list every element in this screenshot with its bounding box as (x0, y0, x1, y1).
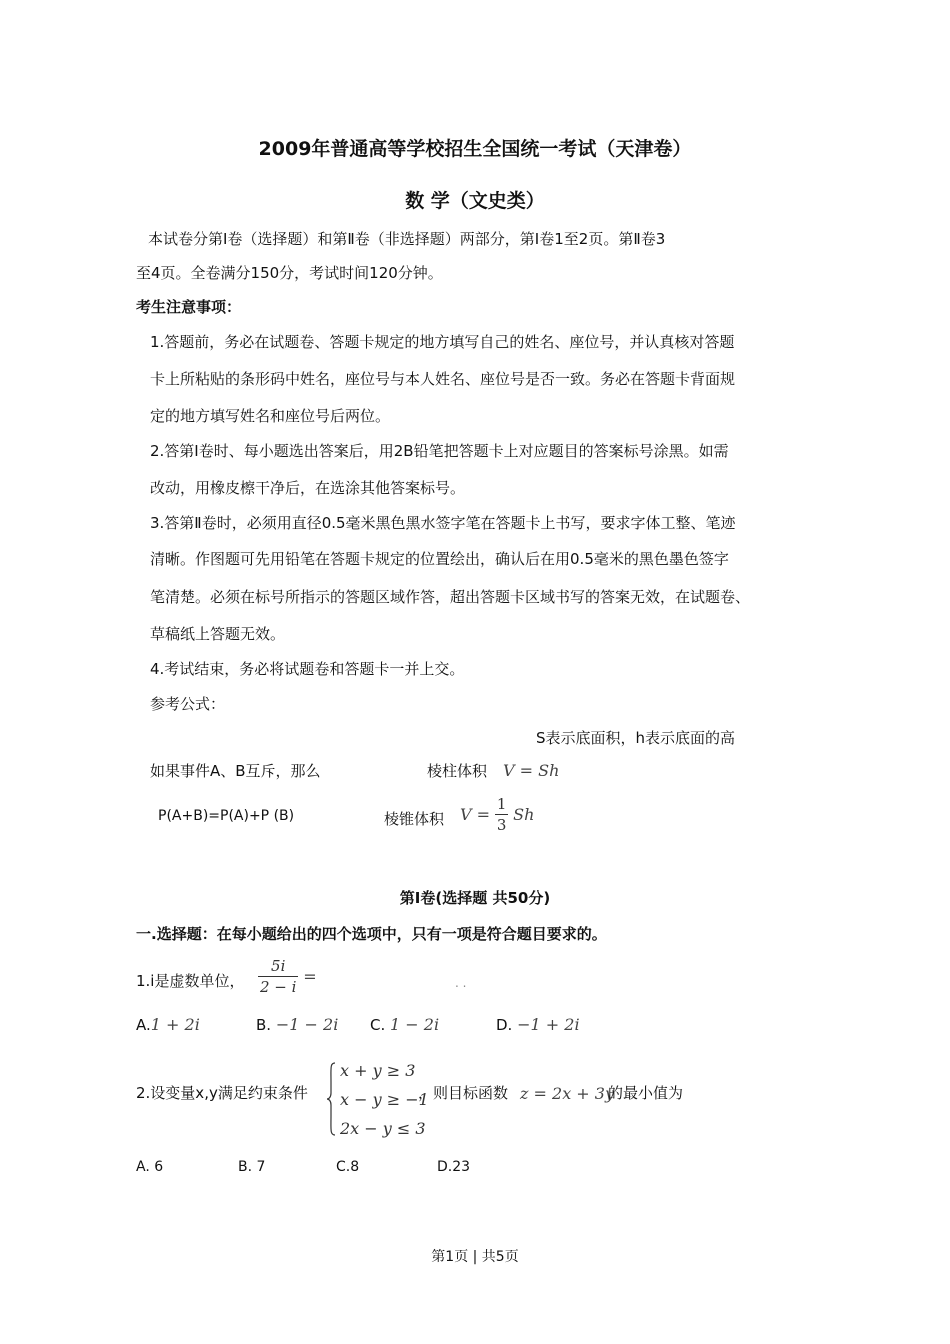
q2-option-c: C.8 (336, 1159, 360, 1175)
q2-option-a: A. 6 (136, 1159, 164, 1175)
intro-line-2: 至4页。全卷满分150分，考试时间120分钟。 (136, 264, 443, 282)
intro-line-1: 本试卷分第Ⅰ卷（选择题）和第Ⅱ卷（非选择题）两部分，第Ⅰ卷1至2页。第Ⅱ卷3 (148, 230, 666, 248)
q1-frac-den: 2 − i (260, 978, 297, 996)
option-expr: −1 − 2i (275, 1015, 339, 1034)
q2-option-b: B. 7 (238, 1159, 266, 1175)
q2-option-d: D.23 (437, 1159, 471, 1175)
section-heading: 一.选择题：在每小题给出的四个选项中，只有一项是符合题目要求的。 (136, 925, 607, 943)
notice-line: 4.考试结束，务必将试题卷和答题卡一并上交。 (150, 660, 465, 678)
notice-line: 3.答第Ⅱ卷时，必须用直径0.5毫米黑色黑水签字笔在答题卡上书写，要求字体工整、笔迹 (150, 514, 736, 532)
option-expr: −1 + 2i (517, 1015, 580, 1034)
option-label: C. (370, 1016, 386, 1034)
pyramid-fraction (495, 794, 509, 835)
q1-frac-num: 5i (258, 956, 298, 977)
pyramid-formula (460, 794, 534, 835)
option-expr: 1 + 2i (150, 1015, 200, 1034)
q2-stem: 2.设变量x,y满足约束条件 (136, 1084, 308, 1102)
prism-label: 棱柱体积 (427, 762, 488, 780)
q1-option-b (256, 1015, 338, 1034)
notice-heading: 考生注意事项： (136, 298, 242, 316)
option-label: A. (136, 1016, 151, 1034)
pyramid-num: 1 (496, 795, 507, 813)
pyramid-den: 3 (496, 816, 507, 834)
q2-tail: 的最小值为 (608, 1084, 684, 1102)
q2-objective: z = 2x + 3y (520, 1084, 615, 1103)
constraint-1: x + y ≥ 3 (340, 1061, 416, 1080)
q1-dots: . . (455, 976, 467, 990)
notice-line: 卡上所粘贴的条形码中姓名，座位号与本人姓名、座位号是否一致。务必在答题卡背面规 (150, 370, 736, 388)
option-label: D. (496, 1016, 513, 1034)
option-expr: 1 − 2i (390, 1015, 440, 1034)
q1-option-d (496, 1015, 580, 1034)
notice-line: 定的地方填写姓名和座位号后两位。 (150, 407, 391, 425)
q1-option-a (136, 1015, 200, 1034)
event-text: 如果事件A、B互斥，那么 (150, 762, 321, 780)
pyramid-lhs: V = (460, 805, 491, 824)
q1-expression (258, 956, 317, 997)
brace-icon (326, 1062, 336, 1136)
exam-title: 2009年普通高等学校招生全国统一考试（天津卷） (258, 138, 692, 160)
q2-mid-text: ，则目标函数 (418, 1084, 509, 1102)
constraint-3: 2x − y ≤ 3 (340, 1119, 426, 1138)
pyramid-rhs: Sh (513, 805, 535, 824)
formula-heading: 参考公式： (150, 695, 226, 713)
notice-line: 1.答题前，务必在试题卷、答题卡规定的地方填写自己的姓名、座位号，并认真核对答题 (150, 333, 735, 351)
q1-stem: 1.i是虚数单位， (136, 972, 245, 990)
pyramid-label: 棱锥体积 (384, 810, 445, 828)
area-note: S表示底面积，h表示底面的高 (536, 729, 736, 747)
q1-fraction (258, 956, 298, 997)
notice-line: 2.答第Ⅰ卷时、每小题选出答案后，用2B铅笔把答题卡上对应题目的答案标号涂黑。如需 (150, 442, 729, 460)
option-label: B. (256, 1016, 272, 1034)
exam-subtitle: 数 学（文史类） (405, 190, 545, 212)
notice-line: 清晰。作图题可先用铅笔在答题卡规定的位置绘出，确认后在用0.5毫米的黑色墨色签字 (150, 550, 729, 568)
q1-option-c (370, 1015, 439, 1034)
section-title: 第Ⅰ卷(选择题 共50分) (399, 889, 551, 907)
notice-line: 笔清楚。必须在标号所指示的答题区域作答，超出答题卡区域书写的答案无效，在试题卷、 (150, 588, 751, 606)
constraint-2: x − y ≥ −1 (340, 1090, 429, 1109)
prism-formula: V = Sh (503, 761, 560, 780)
notice-line: 改动，用橡皮檫干净后，在选涂其他答案标号。 (150, 479, 466, 497)
q1-equals: = (303, 967, 317, 986)
page-footer: 第1页 | 共5页 (431, 1249, 519, 1265)
notice-line: 草稿纸上答题无效。 (150, 625, 286, 643)
prob-formula: P(A+B)=P(A)+P (B) (158, 808, 295, 824)
constraint-lines (340, 1056, 429, 1143)
